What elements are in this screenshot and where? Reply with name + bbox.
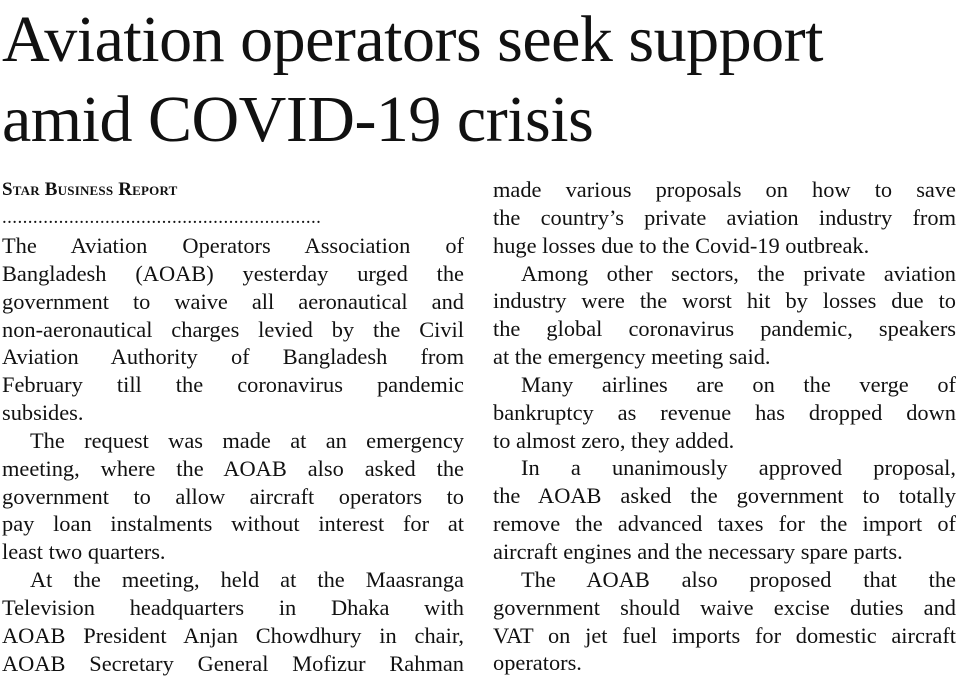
- article-text-line: pay loan instalments without interest for at: [2, 511, 464, 537]
- article-text-line: the global coronavirus pandemic, speakers: [493, 316, 956, 342]
- article-text-line: meeting, where the AOAB also asked the: [2, 455, 464, 481]
- article-text-line: In a unanimously approved proposal,: [521, 455, 956, 481]
- article-text-line: bankruptcy as revenue has dropped down: [493, 399, 956, 425]
- article-text-line: government to waive all aeronautical and: [2, 288, 464, 314]
- article-text-line: non-aeronautical charges levied by the Civil: [2, 316, 464, 342]
- article-text-line: subsides.: [2, 400, 84, 426]
- article-column-right: [493, 176, 956, 678]
- headline: [2, 0, 954, 160]
- article-text-line: the country’s private aviation industry from: [493, 204, 956, 230]
- article-text-line: The request was made at an emergency: [30, 427, 464, 453]
- article-text-line: The AOAB also proposed that the: [521, 566, 956, 592]
- byline: Star Business Report: [2, 179, 178, 200]
- article-text-line: AOAB Secretary General Mofizur Rahman: [2, 650, 464, 676]
- article-text-line: government should waive excise duties and: [493, 594, 956, 620]
- article-text-line: Among other sectors, the private aviation: [521, 260, 956, 286]
- article-text-line: aircraft engines and the necessary spare parts.: [493, 538, 903, 564]
- article-text-line: operators.: [493, 650, 582, 676]
- article-text-line: the AOAB asked the government to totally: [493, 483, 956, 509]
- article-column-left: [2, 232, 464, 678]
- article-text-line: remove the advanced taxes for the import of: [493, 511, 956, 537]
- article-text-line: made various proposals on how to save: [493, 177, 956, 202]
- article-text-line: at the emergency meeting said.: [493, 344, 771, 370]
- article-text-line: industry were the worst hit by losses due to: [493, 288, 956, 314]
- article-text-line: Aviation Authority of Bangladesh from: [2, 344, 464, 370]
- article-text-line: Many airlines are on the verge of: [521, 371, 956, 397]
- article-text-line: government to allow aircraft operators to: [2, 483, 464, 509]
- article-text-line: February till the coronavirus pandemic: [2, 372, 464, 398]
- byline-separator: ..............................................................: [2, 207, 322, 228]
- article-text-line: AOAB President Anjan Chowdhury in chair,: [2, 622, 464, 648]
- headline-line-2: amid COVID-19 crisis: [2, 83, 594, 156]
- article-text-line: The Aviation Operators Association of: [2, 233, 464, 258]
- article-text-line: Bangladesh (AOAB) yesterday urged the: [2, 260, 464, 286]
- article-text-line: At the meeting, held at the Maasranga: [30, 567, 464, 593]
- headline-line-1: Aviation operators seek support: [2, 3, 823, 76]
- article-text-line: least two quarters.: [2, 539, 166, 565]
- article-text-line: huge losses due to the Covid-19 outbreak.: [493, 232, 870, 258]
- article-text-line: to almost zero, they added.: [493, 427, 735, 453]
- article-text-line: Television headquarters in Dhaka with: [2, 594, 464, 620]
- article-text-line: VAT on jet fuel imports for domestic aircraft: [493, 622, 956, 648]
